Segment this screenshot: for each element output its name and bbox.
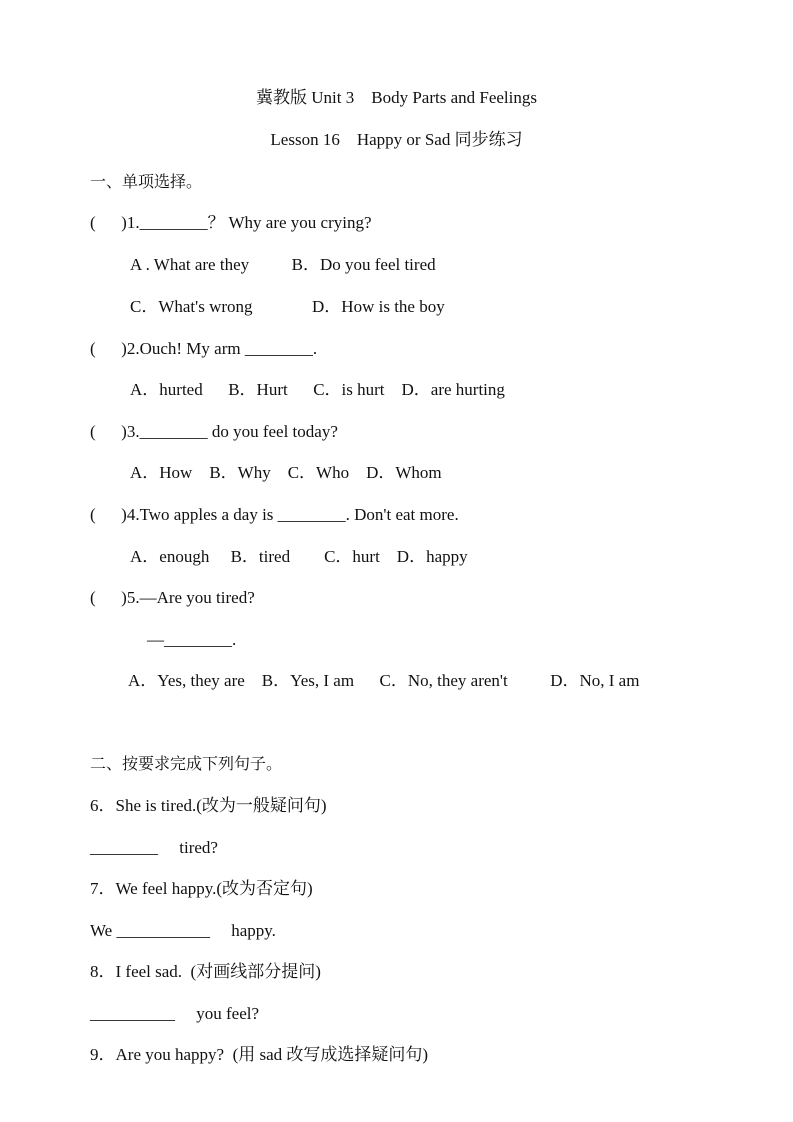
question-9: 9．Are you happy? (用 sad 改写成选择疑问句)	[90, 1045, 429, 1064]
document-subtitle: Lesson 16 Happy or Sad 同步练习	[270, 130, 523, 149]
question-5-options: A．Yes, they are B．Yes, I am C．No, they aren't D．No, I am	[128, 671, 640, 690]
question-7-answer-line: We ___________ happy.	[90, 921, 276, 940]
question-4: ( )4.Two apples a day is ________. Don't eat more.	[90, 505, 459, 524]
question-3: ( )3.________ do you feel today?	[90, 422, 338, 441]
question-5: ( )5.—Are you tired?	[90, 588, 255, 607]
question-1: ( )1.________？ Why are you crying?	[90, 213, 372, 232]
question-2: ( )2.Ouch! My arm ________.	[90, 339, 318, 358]
question-6-answer-line: ________ tired?	[90, 838, 218, 857]
section-1-heading: 一、单项选择。	[90, 172, 203, 191]
question-8: 8．I feel sad. (对画线部分提问)	[90, 962, 321, 981]
question-4-options: A．enough B．tired C．hurt D．happy	[130, 547, 468, 566]
question-8-answer-line: __________ you feel?	[90, 1004, 260, 1023]
question-7: 7．We feel happy.(改为否定句)	[90, 879, 313, 898]
question-5-answer-line: —________.	[147, 630, 237, 649]
section-2-heading: 二、按要求完成下列句子。	[90, 754, 283, 773]
question-1-options-ab: A . What are they B．Do you feel tired	[130, 255, 436, 274]
question-6: 6．She is tired.(改为一般疑问句)	[90, 796, 327, 815]
question-3-options: A．How B．Why C．Who D．Whom	[130, 463, 442, 482]
question-1-options-cd: C．What's wrong D．How is the boy	[130, 297, 445, 316]
question-2-options: A．hurted B．Hurt C．is hurt D．are hurting	[130, 380, 505, 399]
document-title: 冀教版 Unit 3 Body Parts and Feelings	[256, 88, 537, 107]
